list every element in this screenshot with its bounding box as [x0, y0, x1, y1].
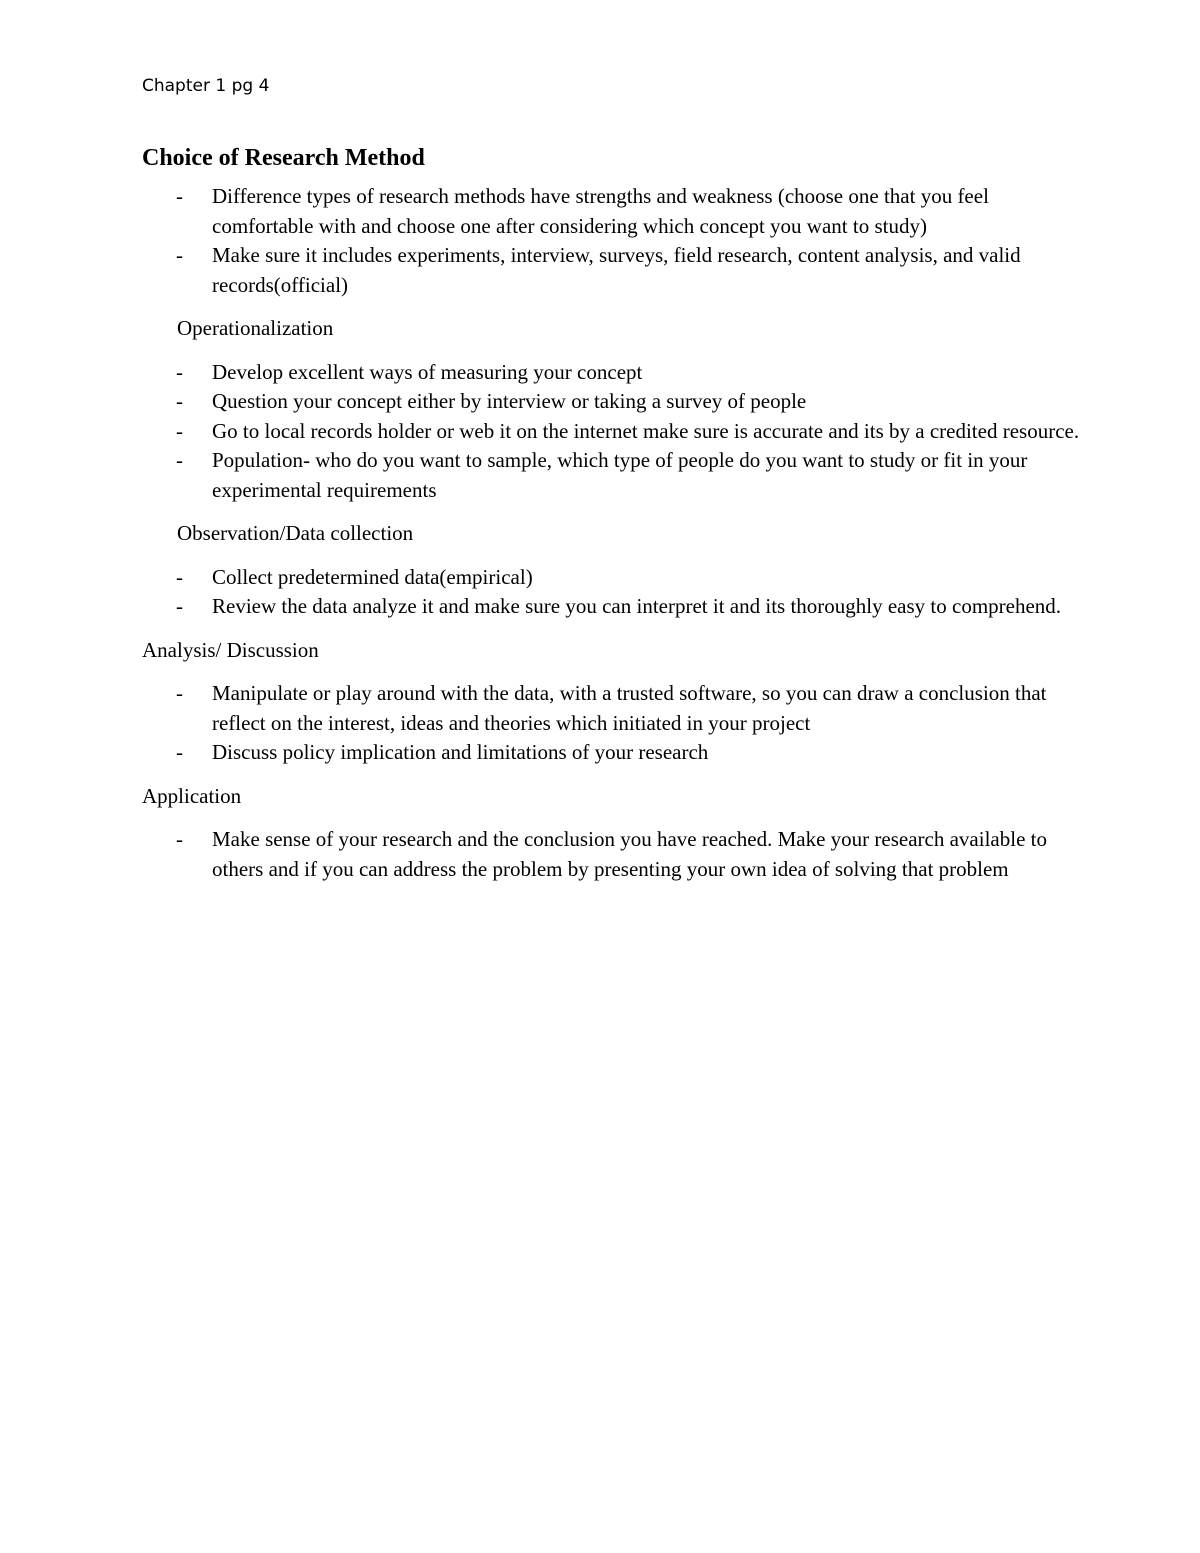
list-item [142, 679, 1082, 738]
bullet-dash: - [176, 740, 183, 764]
bullet-dash: - [176, 184, 183, 208]
page-title: Choice of Research Method [142, 145, 425, 171]
bullet-list-application [142, 825, 1082, 884]
document-body [142, 142, 1082, 898]
section-heading-analysis: Analysis/ Discussion [142, 637, 319, 662]
list-item-text: Discuss policy implication and limitations of your research [212, 740, 709, 764]
bullet-dash: - [176, 389, 183, 413]
bullet-list-research-method [142, 182, 1082, 300]
bullet-list-operationalization [142, 358, 1082, 506]
section-heading-observation: Observation/Data collection [177, 521, 414, 545]
list-item-text: Review the data analyze it and make sure you can interpret it and its thoroughly easy to comprehend. [212, 594, 1062, 618]
section-heading-operationalization: Operationalization [177, 316, 334, 340]
list-item [142, 358, 1082, 388]
list-item [142, 241, 1082, 300]
bullet-dash: - [176, 564, 183, 589]
list-item [142, 387, 1082, 417]
list-item [142, 446, 1082, 505]
bullet-dash: - [176, 594, 183, 618]
list-item [142, 182, 1082, 241]
bullet-dash: - [176, 827, 183, 851]
bullet-list-analysis [142, 679, 1082, 768]
list-item-text: Develop excellent ways of measuring your concept [212, 359, 643, 384]
list-item [142, 592, 1082, 622]
bullet-dash: - [176, 243, 183, 267]
list-item-text: Make sure it includes experiments, interview, surveys, field research, content analysis, and valid records(official) [212, 243, 1021, 297]
list-item-text: Make sense of your research and the conclusion you have reached. Make your research available to others and if you can address the problem by presenting your own idea of solving that problem [212, 827, 1047, 881]
bullet-dash: - [176, 448, 183, 472]
list-item-text: Manipulate or play around with the data, with a trusted software, so you can draw a conclusion that reflect on the interest, ideas and theories which initiated in your project [212, 681, 1047, 735]
bullet-dash: - [176, 681, 183, 705]
list-item-text: Collect predetermined data(empirical) [212, 564, 533, 589]
list-item [142, 417, 1082, 447]
list-item [142, 563, 1082, 593]
list-item-text: Population- who do you want to sample, which type of people do you want to study or fit in your experimental requirements [212, 448, 1028, 502]
running-header: Chapter 1 pg 4 [142, 76, 270, 96]
bullet-dash: - [176, 418, 183, 443]
bullet-list-observation [142, 563, 1082, 622]
list-item-text: Difference types of research methods have strengths and weakness (choose one that you feel comfortable with and choose one after considering which concept you want to study) [212, 184, 989, 238]
list-item-text: Question your concept either by interview or taking a survey of people [212, 389, 807, 413]
list-item [142, 825, 1082, 884]
section-heading-application: Application [142, 783, 242, 808]
bullet-dash: - [176, 359, 183, 384]
list-item-text: Go to local records holder or web it on the internet make sure is accurate and its by a credited resource. [212, 418, 1080, 443]
list-item [142, 738, 1082, 768]
